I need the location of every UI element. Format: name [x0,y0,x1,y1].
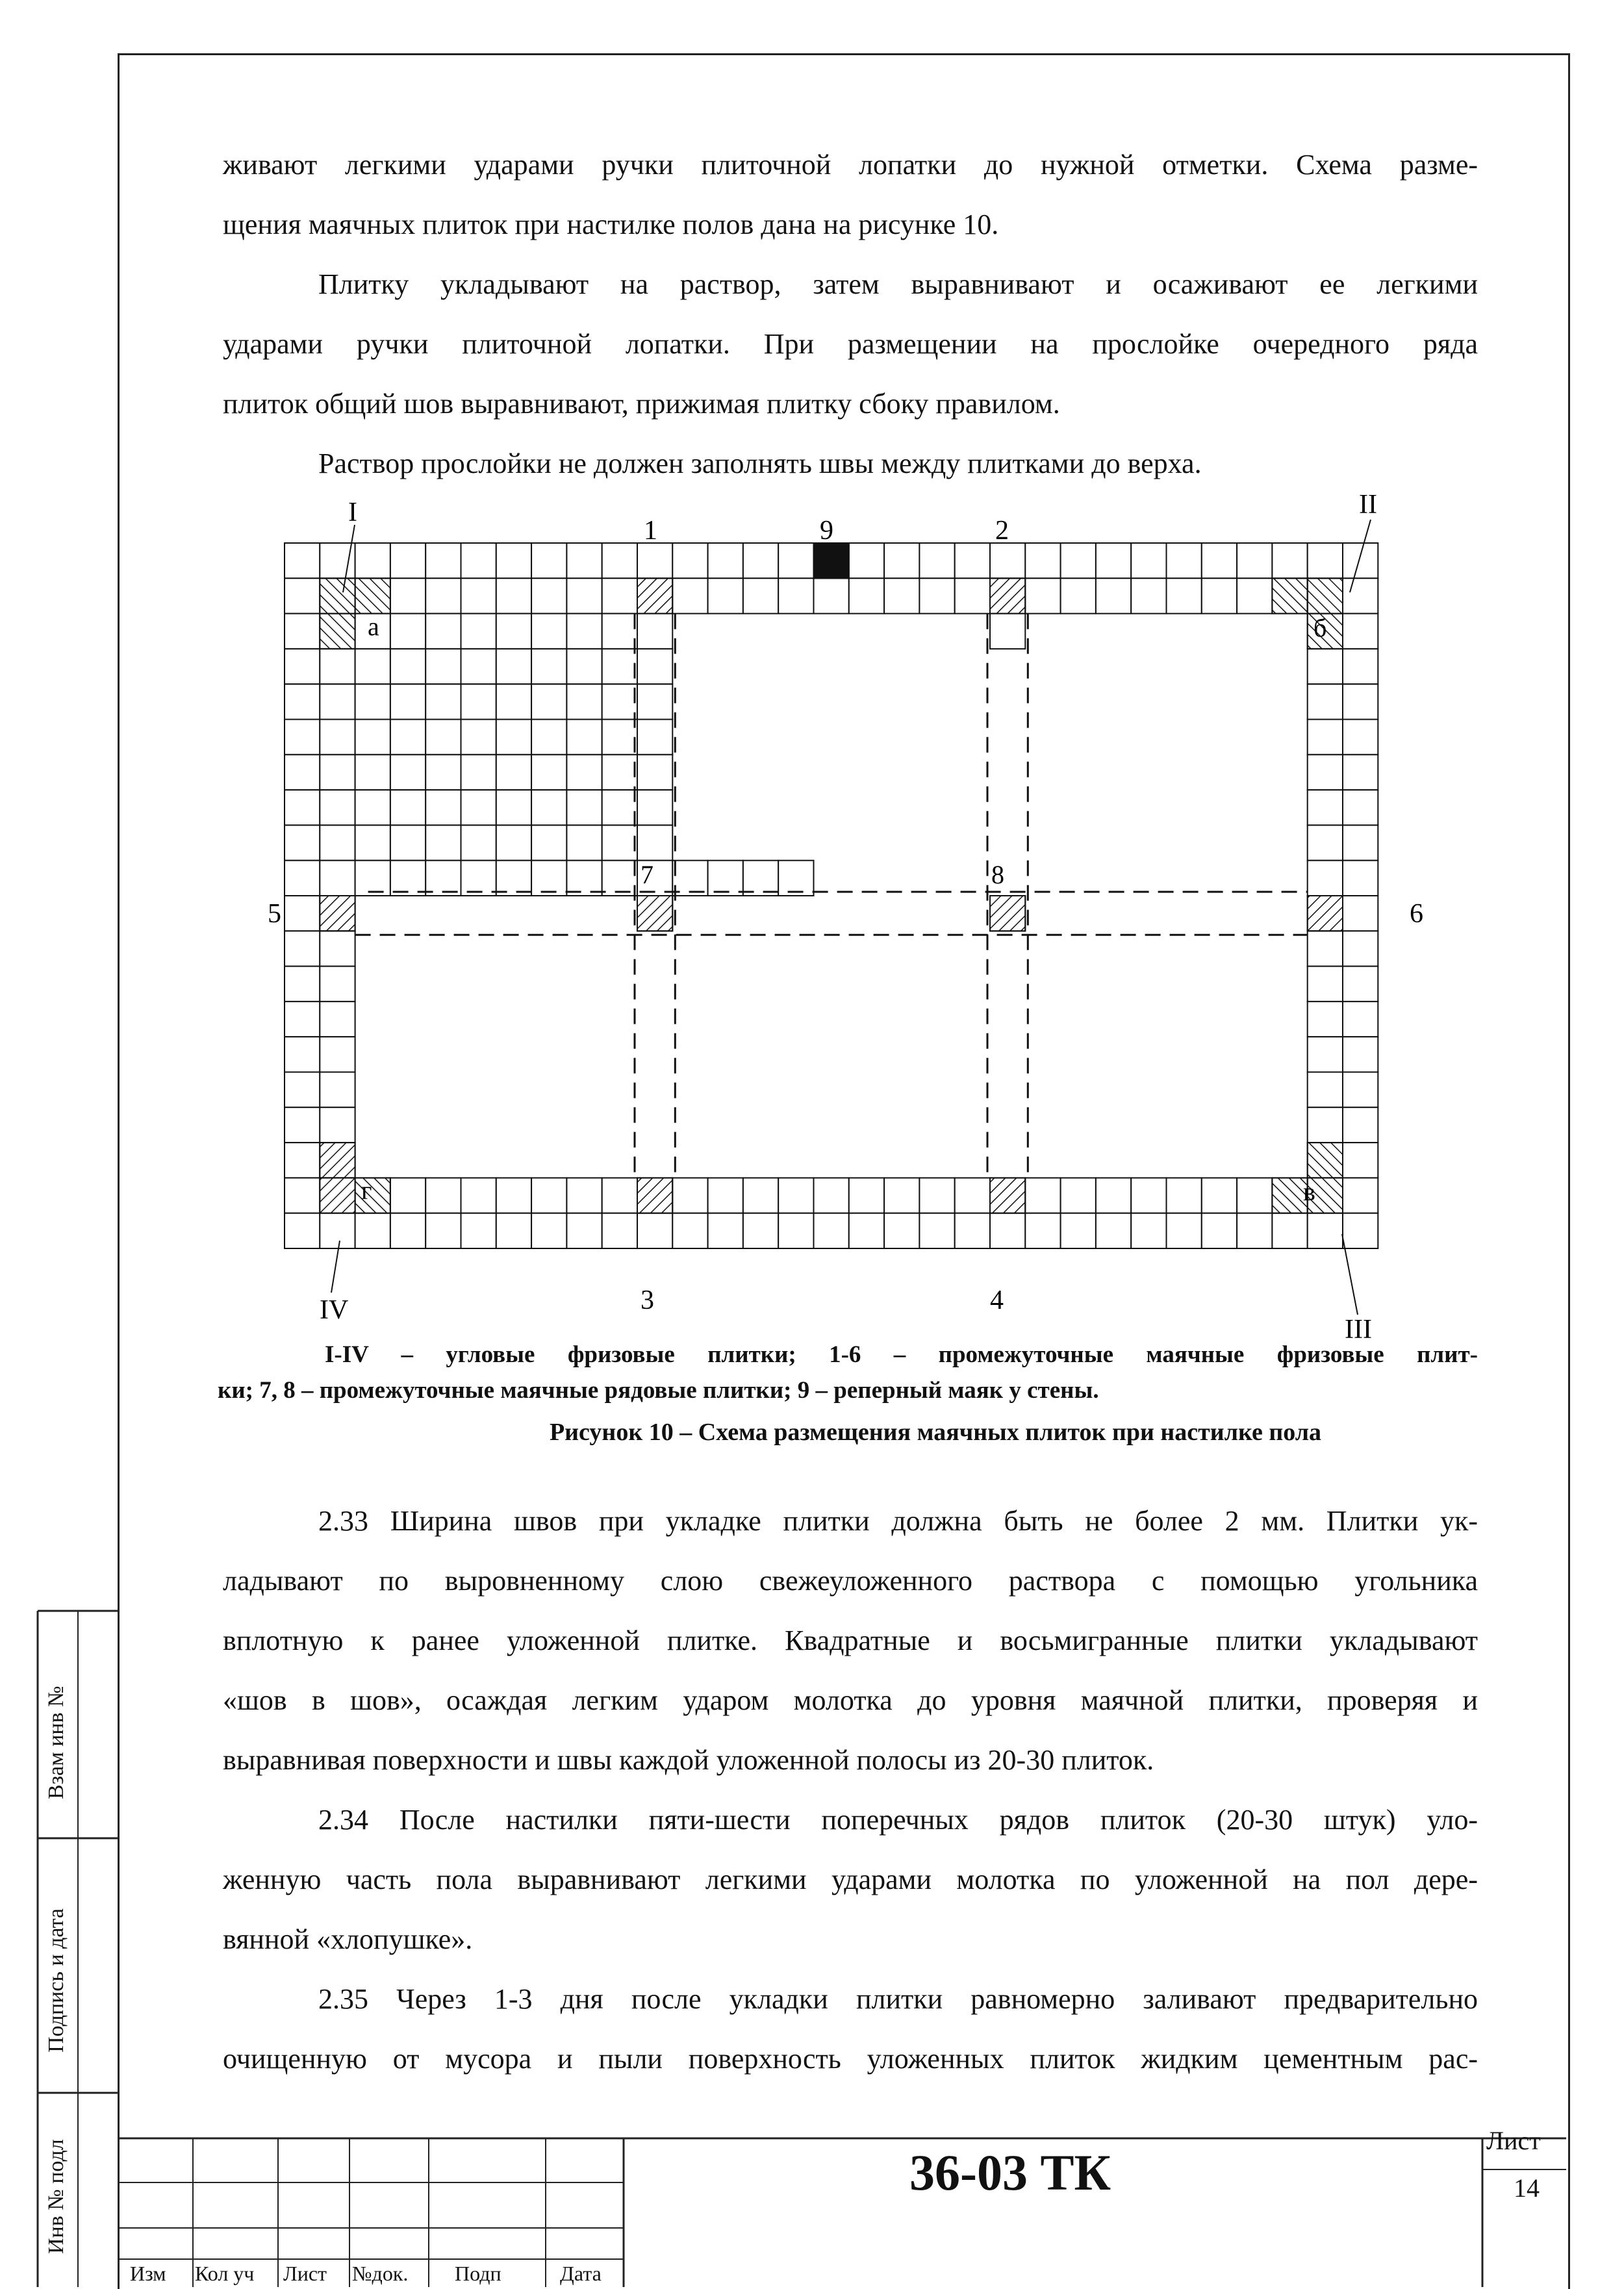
side-label-inv: Инв № подл [44,2139,68,2254]
label-1: 1 [644,516,657,546]
text-line: 2.33 Ширина швов при укладке плитки должна быть не более 2 мм. Плитки ук- [318,1505,1478,1537]
text-line: ладывают по выровненному слою свежеуложенного раствора с помощью угольника [223,1565,1478,1597]
text-line: Раствор прослойки не должен заполнять швы между плитками до верха. [318,448,1202,479]
text-line: Плитку укладывают на раствор, затем выравнивают и осаживают ее легкими [318,268,1478,300]
document-code: 36-03 ТК [909,2144,1111,2201]
text-line: плиток общий шов выравнивают, прижимая плитку сбоку правилом. [223,388,1060,420]
label-9: 9 [820,516,833,546]
sheet-number: 14 [1514,2173,1540,2203]
text-line: 2.34 После настилки пяти-шести поперечных рядов плиток (20-30 штук) уло- [318,1804,1478,1836]
side-label-vzam: Взам инв № [44,1686,68,1799]
stamp-ndok: №док. [352,2262,409,2285]
label-III: III [1345,1315,1372,1345]
text-line: выравнивая поверхности и швы каждой уложенной полосы из 20-30 плиток. [223,1744,1154,1776]
label-a: а [368,612,379,641]
label-6: 6 [1410,899,1423,929]
label-g: г [361,1176,372,1205]
label-8: 8 [991,860,1004,889]
label-IV: IV [320,1295,349,1325]
legend-line: ки; 7, 8 – промежуточные маячные рядовые плитки; 9 – реперный маяк у стены. [218,1377,1099,1404]
text-line: живают легкими ударами ручки плиточной лопатки до нужной отметки. Схема разме- [223,149,1478,181]
label-4: 4 [990,1285,1004,1315]
side-label-podpis: Подпись и дата [44,1908,68,2053]
label-5: 5 [268,899,281,929]
legend-line: I-IV – угловые фризовые плитки; 1-6 – промежуточные маячные фризовые плит- [325,1341,1478,1368]
text-line: щения маячных плиток при настилке полов дана на рисунке 10. [223,209,999,240]
label-v: в [1303,1177,1315,1206]
stamp-podp: Подп [455,2262,501,2285]
label-2: 2 [995,516,1009,546]
sheet-label: Лист [1486,2126,1541,2155]
label-I: I [348,498,357,527]
text-line: вплотную к ранее уложенной плитке. Квадратные и восьмигранные плитки укладывают [223,1625,1478,1656]
label-II: II [1359,490,1377,520]
stamp-kol: Кол уч [195,2262,255,2285]
text-line: ударами ручки плиточной лопатки. При размещении на прослойке очередного ряда [223,328,1478,360]
label-7: 7 [641,860,653,889]
label-3: 3 [641,1285,654,1315]
figure-title: Рисунок 10 – Схема размещения маячных плиток при настилке пола [549,1419,1322,1446]
text-line: вянной «хлопушке». [223,1923,473,1955]
text-line: «шов в шов», осаждая легким ударом молотка до уровня маячной плитки, проверяя и [223,1684,1478,1716]
text-line: очищенную от мусора и пыли поверхность уложенных плиток жидким цементным рас- [223,2043,1478,2075]
stamp-izm: Изм [130,2262,166,2285]
stamp-data: Дата [560,2262,602,2285]
label-b: б [1313,613,1327,642]
stamp-list: Лист [283,2262,327,2285]
text-line: 2.35 Через 1-3 дня после укладки плитки равномерно заливают предварительно [318,1983,1478,2015]
text-line: женную часть пола выравнивают легкими ударами молотка по уложенной на пол дере- [223,1864,1478,1895]
